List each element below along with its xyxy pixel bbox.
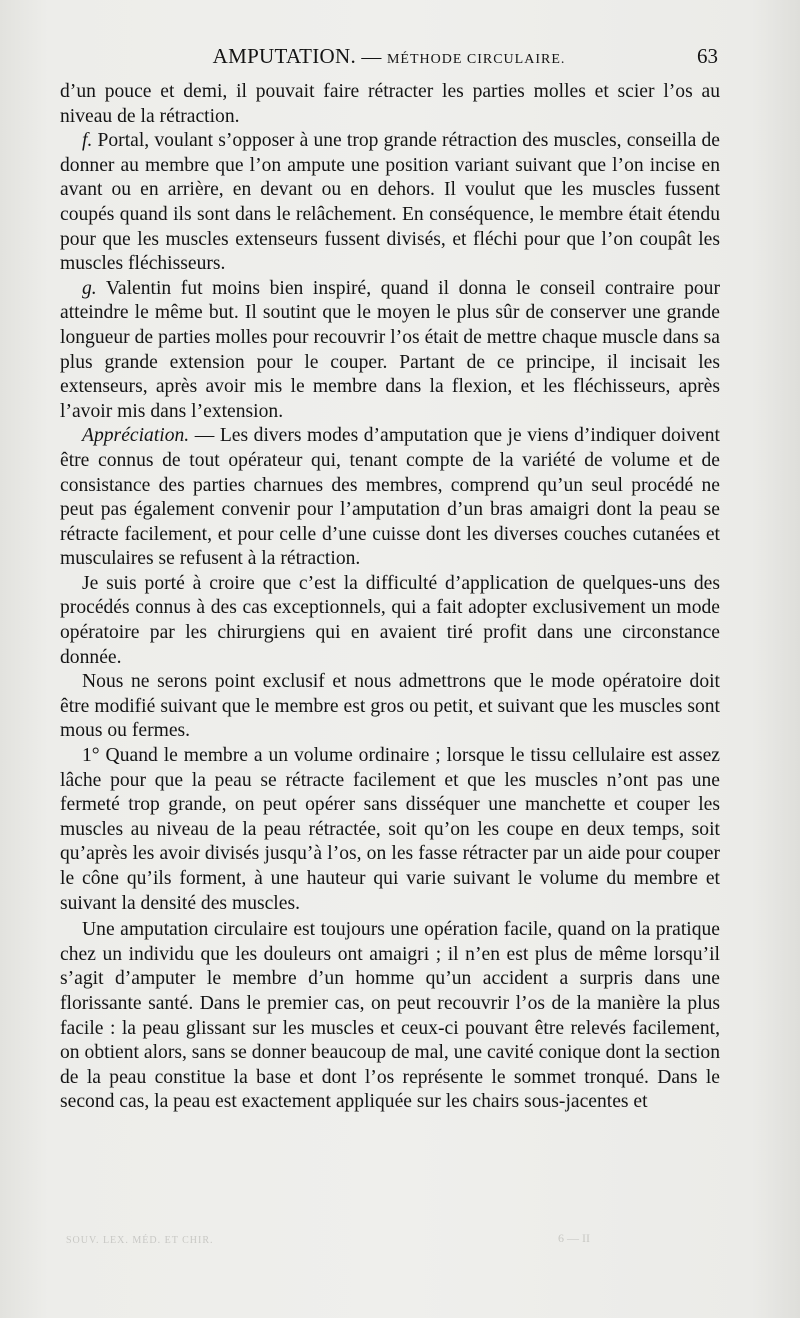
paragraph-text: 1° Quand le membre a un volume ordinaire ; lorsque le tissu cellulaire est assez lâche pour que la peau se rétracte facilement et que les muscles n’ont pas une fermeté trop grande, on peut opérer sans disséquer une manchette et couper les muscles au niveau de la peau rétractée, soit qu’on les coupe en deux temps, soit qu’après les avoir divisés jusqu’à l’os, on les fasse rétracter par un aide pour couper le cône qu’ils forment, à une hauteur qui varie suivant le volume du membre et suivant la densité des muscles. [60,745,720,914]
paragraph-appreciation [60,424,720,572]
bleed-through-signature: 6 — II [558,1231,590,1245]
paragraph-text: Je suis porté à croire que c’est la difficulté d’application de quelques-uns des procédés connus à des cas exceptionnels, qui a fait adopter exclusivement un mode opératoire par les chirurgiens qui en avaient tiré profit dans une circonstance donnée. [60,572,720,668]
paragraph-circular-amputation [60,918,720,1115]
paragraph-label: f. [82,130,93,152]
paragraph-text: Valentin fut moins bien inspiré, quand il donna le conseil contraire pour atteindre le même but. Il soutint que le moyen le plus sûr de conserver une grande longueur de parties molles pour recouvrir l’os était de mettre chaque muscle dans sa plus grande extension pour le couper. Partant de ce principe, il incisait les extenseurs, après avoir mis le membre dans la flexion, et les fléchisseurs, après l’avoir mis dans l’extension. [60,277,720,422]
paragraph-difficulty [60,572,720,670]
paragraph-ordinary-volume [60,744,720,916]
bleed-through-footer: SOUV. LEX. MÉD. ET CHIR. [66,1235,214,1246]
running-head-separator: — [361,46,382,68]
page-header [60,44,718,74]
paragraph-valentin [60,277,720,425]
paragraph-continuation [60,80,720,129]
paragraph-not-exclusive [60,670,720,744]
paragraph-text: Nous ne serons point exclusif et nous admettrons que le mode opératoire doit être modifié suivant que le membre est gros ou petit, et suivant que les muscles sont mous ou fermes. [60,671,720,742]
paragraph-label: Appréciation. [82,425,190,447]
running-head [60,44,718,69]
paragraph-text: Portal, voulant s’opposer à une trop grande rétraction des muscles, conseilla de donner au membre que l’on ampute une position variant suivant que l’on incise en avant ou en arrière, en devant ou en dehors. Il voulut que les muscles fussent coupés quand ils sont dans le relâchement. En conséquence, le membre était étendu pour que les muscles extenseurs fussent divisés, et fléchi pour que l’on coupât les muscles fléchisseurs. [60,130,720,275]
paragraph-text: d’un pouce et demi, il pouvait faire rétracter les parties molles et scier l’os au niveau de la rétraction. [60,81,720,127]
running-head-subtitle: MÉTHODE CIRCULAIRE. [386,52,566,67]
page-body [60,80,720,1115]
paragraph-text: — Les divers modes d’amputation que je viens d’indiquer doivent être connus de tout opérateur qui, tenant compte de la variété de volume et de consistance des parties charnues des membres, comprend qu’un seul procédé ne peut pas également convenir pour l’amputation d’un bras amaigri dont la peau se rétracte facilement, et pour celle d’une cuisse dont les diverses couches cutanées et musculaires se refusent à la rétraction. [60,425,720,570]
paragraph-portal [60,129,720,277]
page-number: 63 [697,44,718,68]
paragraph-label: g. [82,277,97,299]
running-head-title: AMPUTATION. [212,44,356,68]
paragraph-text: Une amputation circulaire est toujours une opération facile, quand on la pratique chez un individu que les douleurs ont amaigri ; il n’en est plus de même lorsqu’il s’agit d’amputer le membre d’un homme qu’un accident a surpris dans une florissante santé. Dans le premier cas, on peut recouvrir l’os de la manière la plus facile : la peau glissant sur les muscles et ceux-ci pouvant être relevés facilement, on obtient alors, sans se donner beaucoup de mal, une cavité conique dont la section de la peau constitue la base et dont l’os représente le sommet tronqué. Dans le second cas, la peau est exactement appliquée sur les chairs sous-jacentes et [60,919,720,1113]
